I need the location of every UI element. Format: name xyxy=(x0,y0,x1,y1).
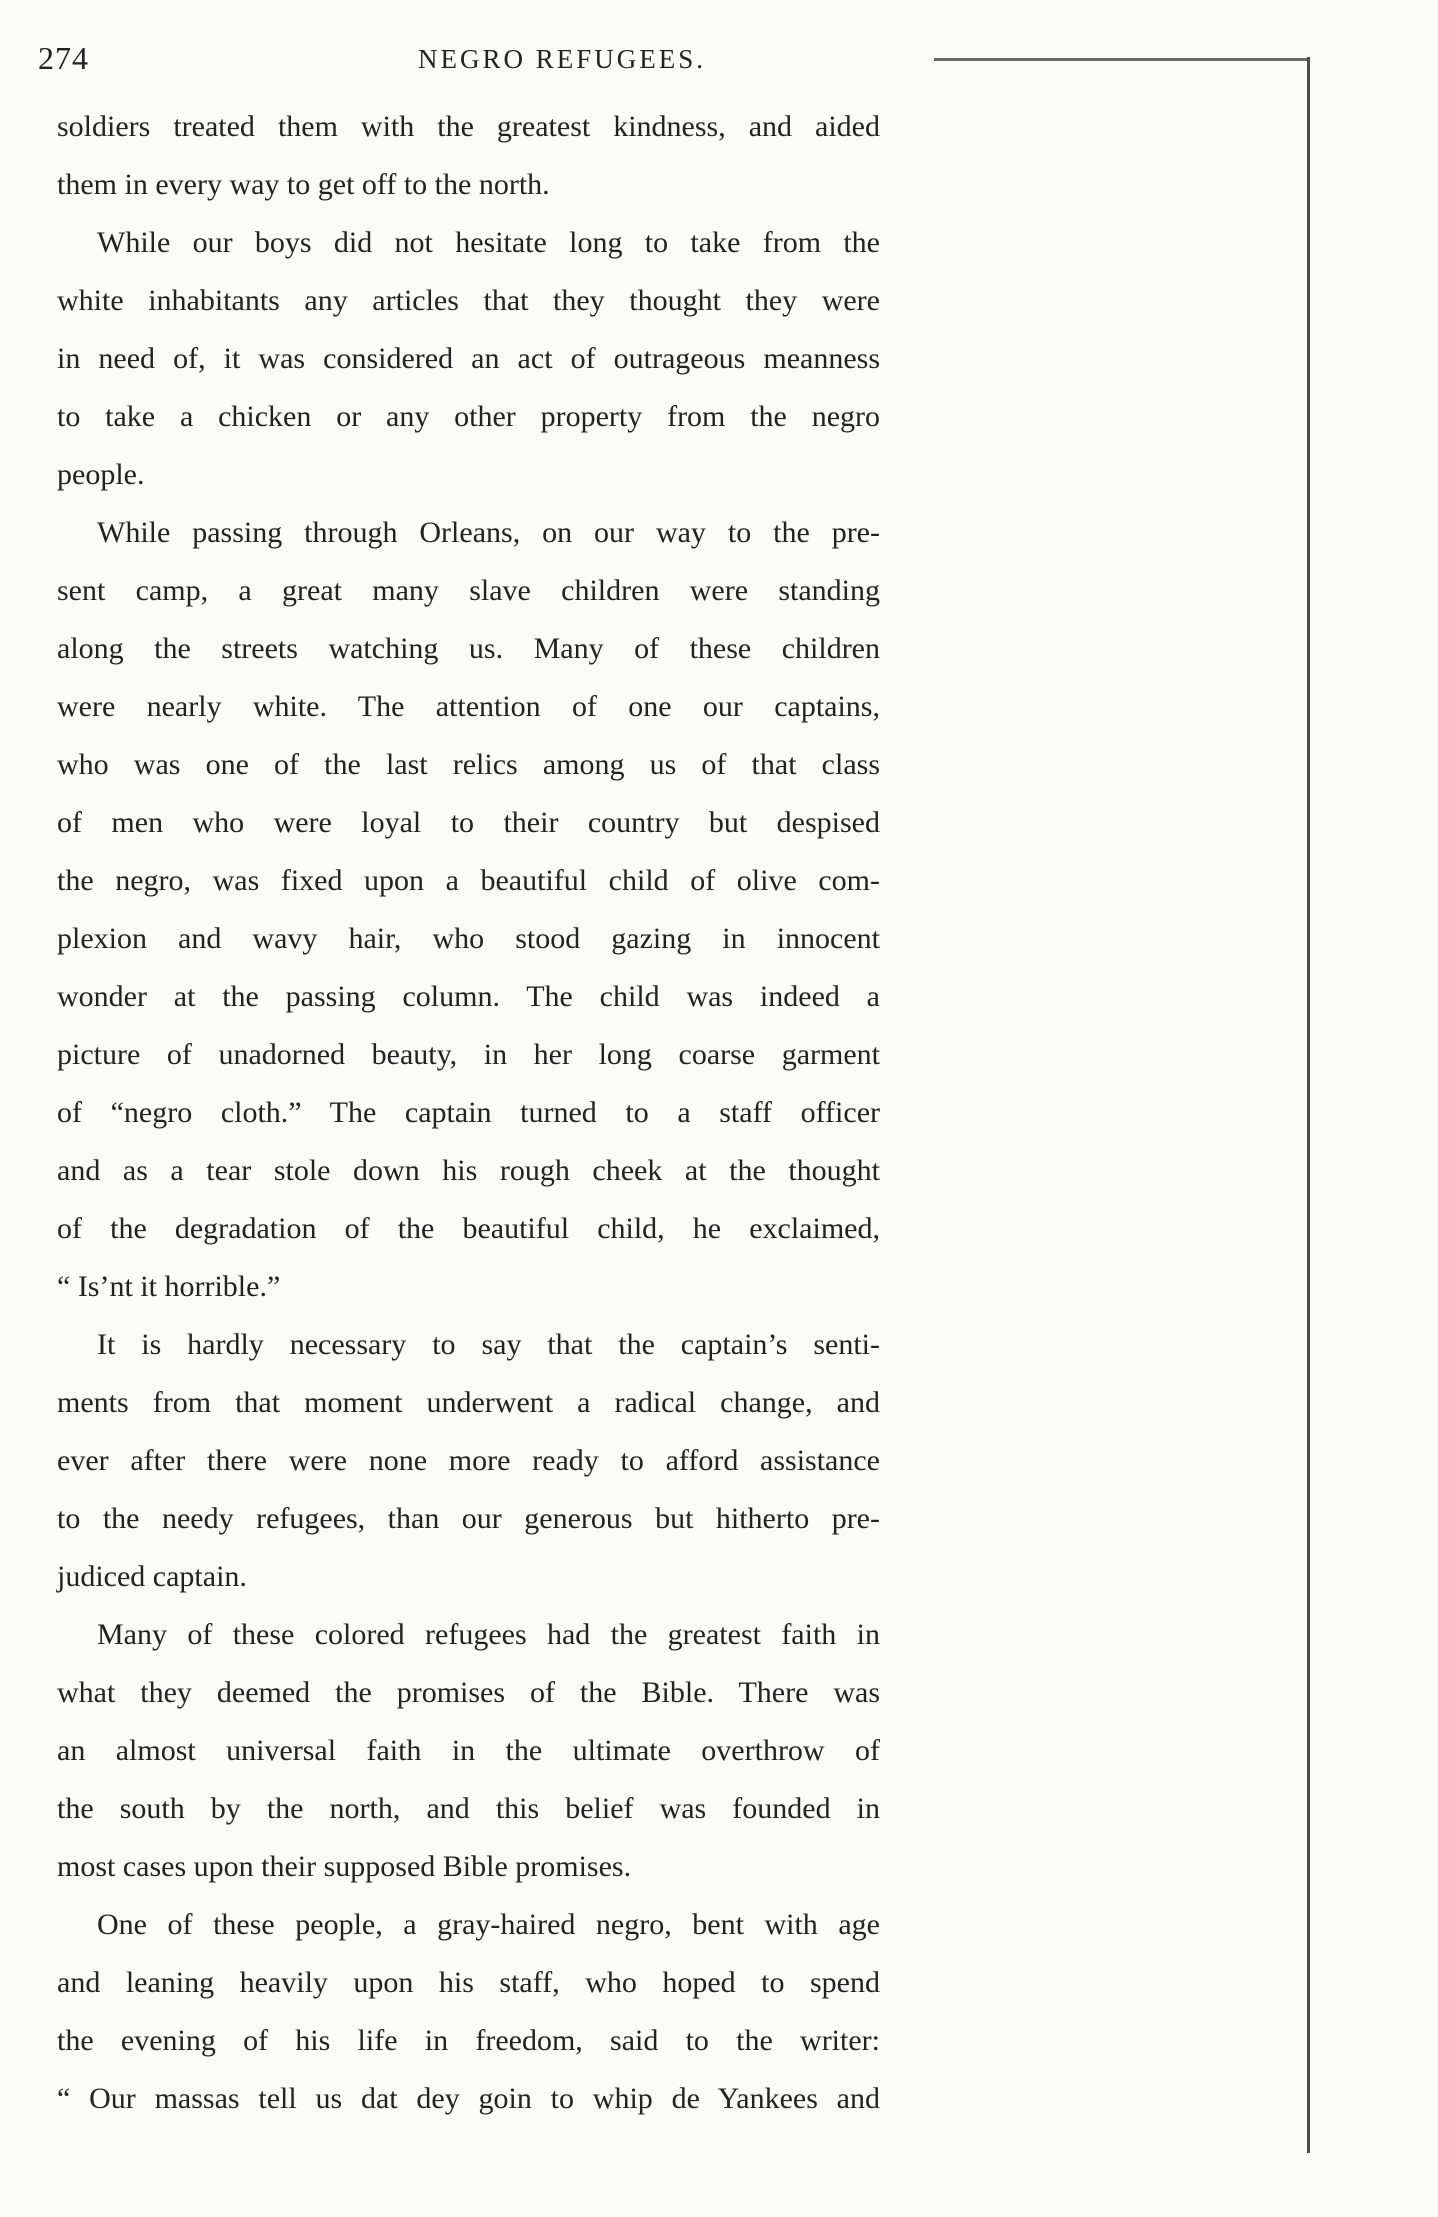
text-line: plexion and wavy hair, who stood gazing in innocent xyxy=(57,922,880,955)
text-line: an almost universal faith in the ultimate overthrow of xyxy=(57,1734,880,1767)
text-line: soldiers treated them with the greatest kindness, and aided xyxy=(57,110,880,143)
text-line: to the needy refugees, than our generous but hitherto pre- xyxy=(57,1502,880,1535)
text-column xyxy=(57,98,880,2128)
text-line: wonder at the passing column. The child was indeed a xyxy=(57,980,880,1013)
paragraph xyxy=(57,504,880,1316)
scan-artifact-horizontal-line xyxy=(934,58,1308,61)
text-line: to take a chicken or any other property from the negro xyxy=(57,400,880,433)
text-line: who was one of the last relics among us of that class xyxy=(57,748,880,781)
text-line: While our boys did not hesitate long to take from the xyxy=(97,226,880,259)
text-line: It is hardly necessary to say that the captain’s senti- xyxy=(97,1328,880,1361)
text-line: ments from that moment underwent a radical change, and xyxy=(57,1386,880,1419)
text-line: While passing through Orleans, on our way to the pre- xyxy=(97,516,880,549)
paragraph xyxy=(57,214,880,504)
text-line: “ Is’nt it horrible.” xyxy=(57,1270,281,1303)
text-line: white inhabitants any articles that they thought they were xyxy=(57,284,880,317)
paragraph xyxy=(57,1896,880,2128)
text-line: “ Our massas tell us dat dey goin to whip de Yankees and xyxy=(57,2082,880,2115)
text-line: what they deemed the promises of the Bible. There was xyxy=(57,1676,880,1709)
paragraph xyxy=(57,1316,880,1606)
text-line: of “negro cloth.” The captain turned to a staff officer xyxy=(57,1096,880,1129)
text-line: along the streets watching us. Many of these children xyxy=(57,632,880,665)
text-line: people. xyxy=(57,458,145,491)
text-line: them in every way to get off to the north. xyxy=(57,168,550,201)
paragraph xyxy=(57,98,880,214)
text-line: and as a tear stole down his rough cheek at the thought xyxy=(57,1154,880,1187)
running-title: NEGRO REFUGEES. xyxy=(417,44,707,74)
text-line: One of these people, a gray-haired negro, bent with age xyxy=(97,1908,880,1941)
text-line: the south by the north, and this belief was founded in xyxy=(57,1792,880,1825)
text-line: of men who were loyal to their country but despised xyxy=(57,806,880,839)
text-line: the evening of his life in freedom, said to the writer: xyxy=(57,2024,880,2057)
page-header xyxy=(0,0,1438,90)
text-line: judiced captain. xyxy=(57,1560,247,1593)
text-line: most cases upon their supposed Bible promises. xyxy=(57,1850,632,1883)
text-line: Many of these colored refugees had the greatest faith in xyxy=(97,1618,880,1651)
paragraph xyxy=(57,1606,880,1896)
scan-artifact-vertical-line xyxy=(1307,57,1310,2153)
text-line: in need of, it was considered an act of outrageous meanness xyxy=(57,342,880,375)
text-line: of the degradation of the beautiful child, he exclaimed, xyxy=(57,1212,880,1245)
text-line: were nearly white. The attention of one our captains, xyxy=(57,690,880,723)
text-line: sent camp, a great many slave children were standing xyxy=(57,574,880,607)
text-line: and leaning heavily upon his staff, who hoped to spend xyxy=(57,1966,880,1999)
text-line: picture of unadorned beauty, in her long coarse garment xyxy=(57,1038,880,1071)
text-line: the negro, was fixed upon a beautiful child of olive com- xyxy=(57,864,880,897)
text-line: ever after there were none more ready to afford assistance xyxy=(57,1444,880,1477)
page-number: 274 xyxy=(38,40,89,76)
